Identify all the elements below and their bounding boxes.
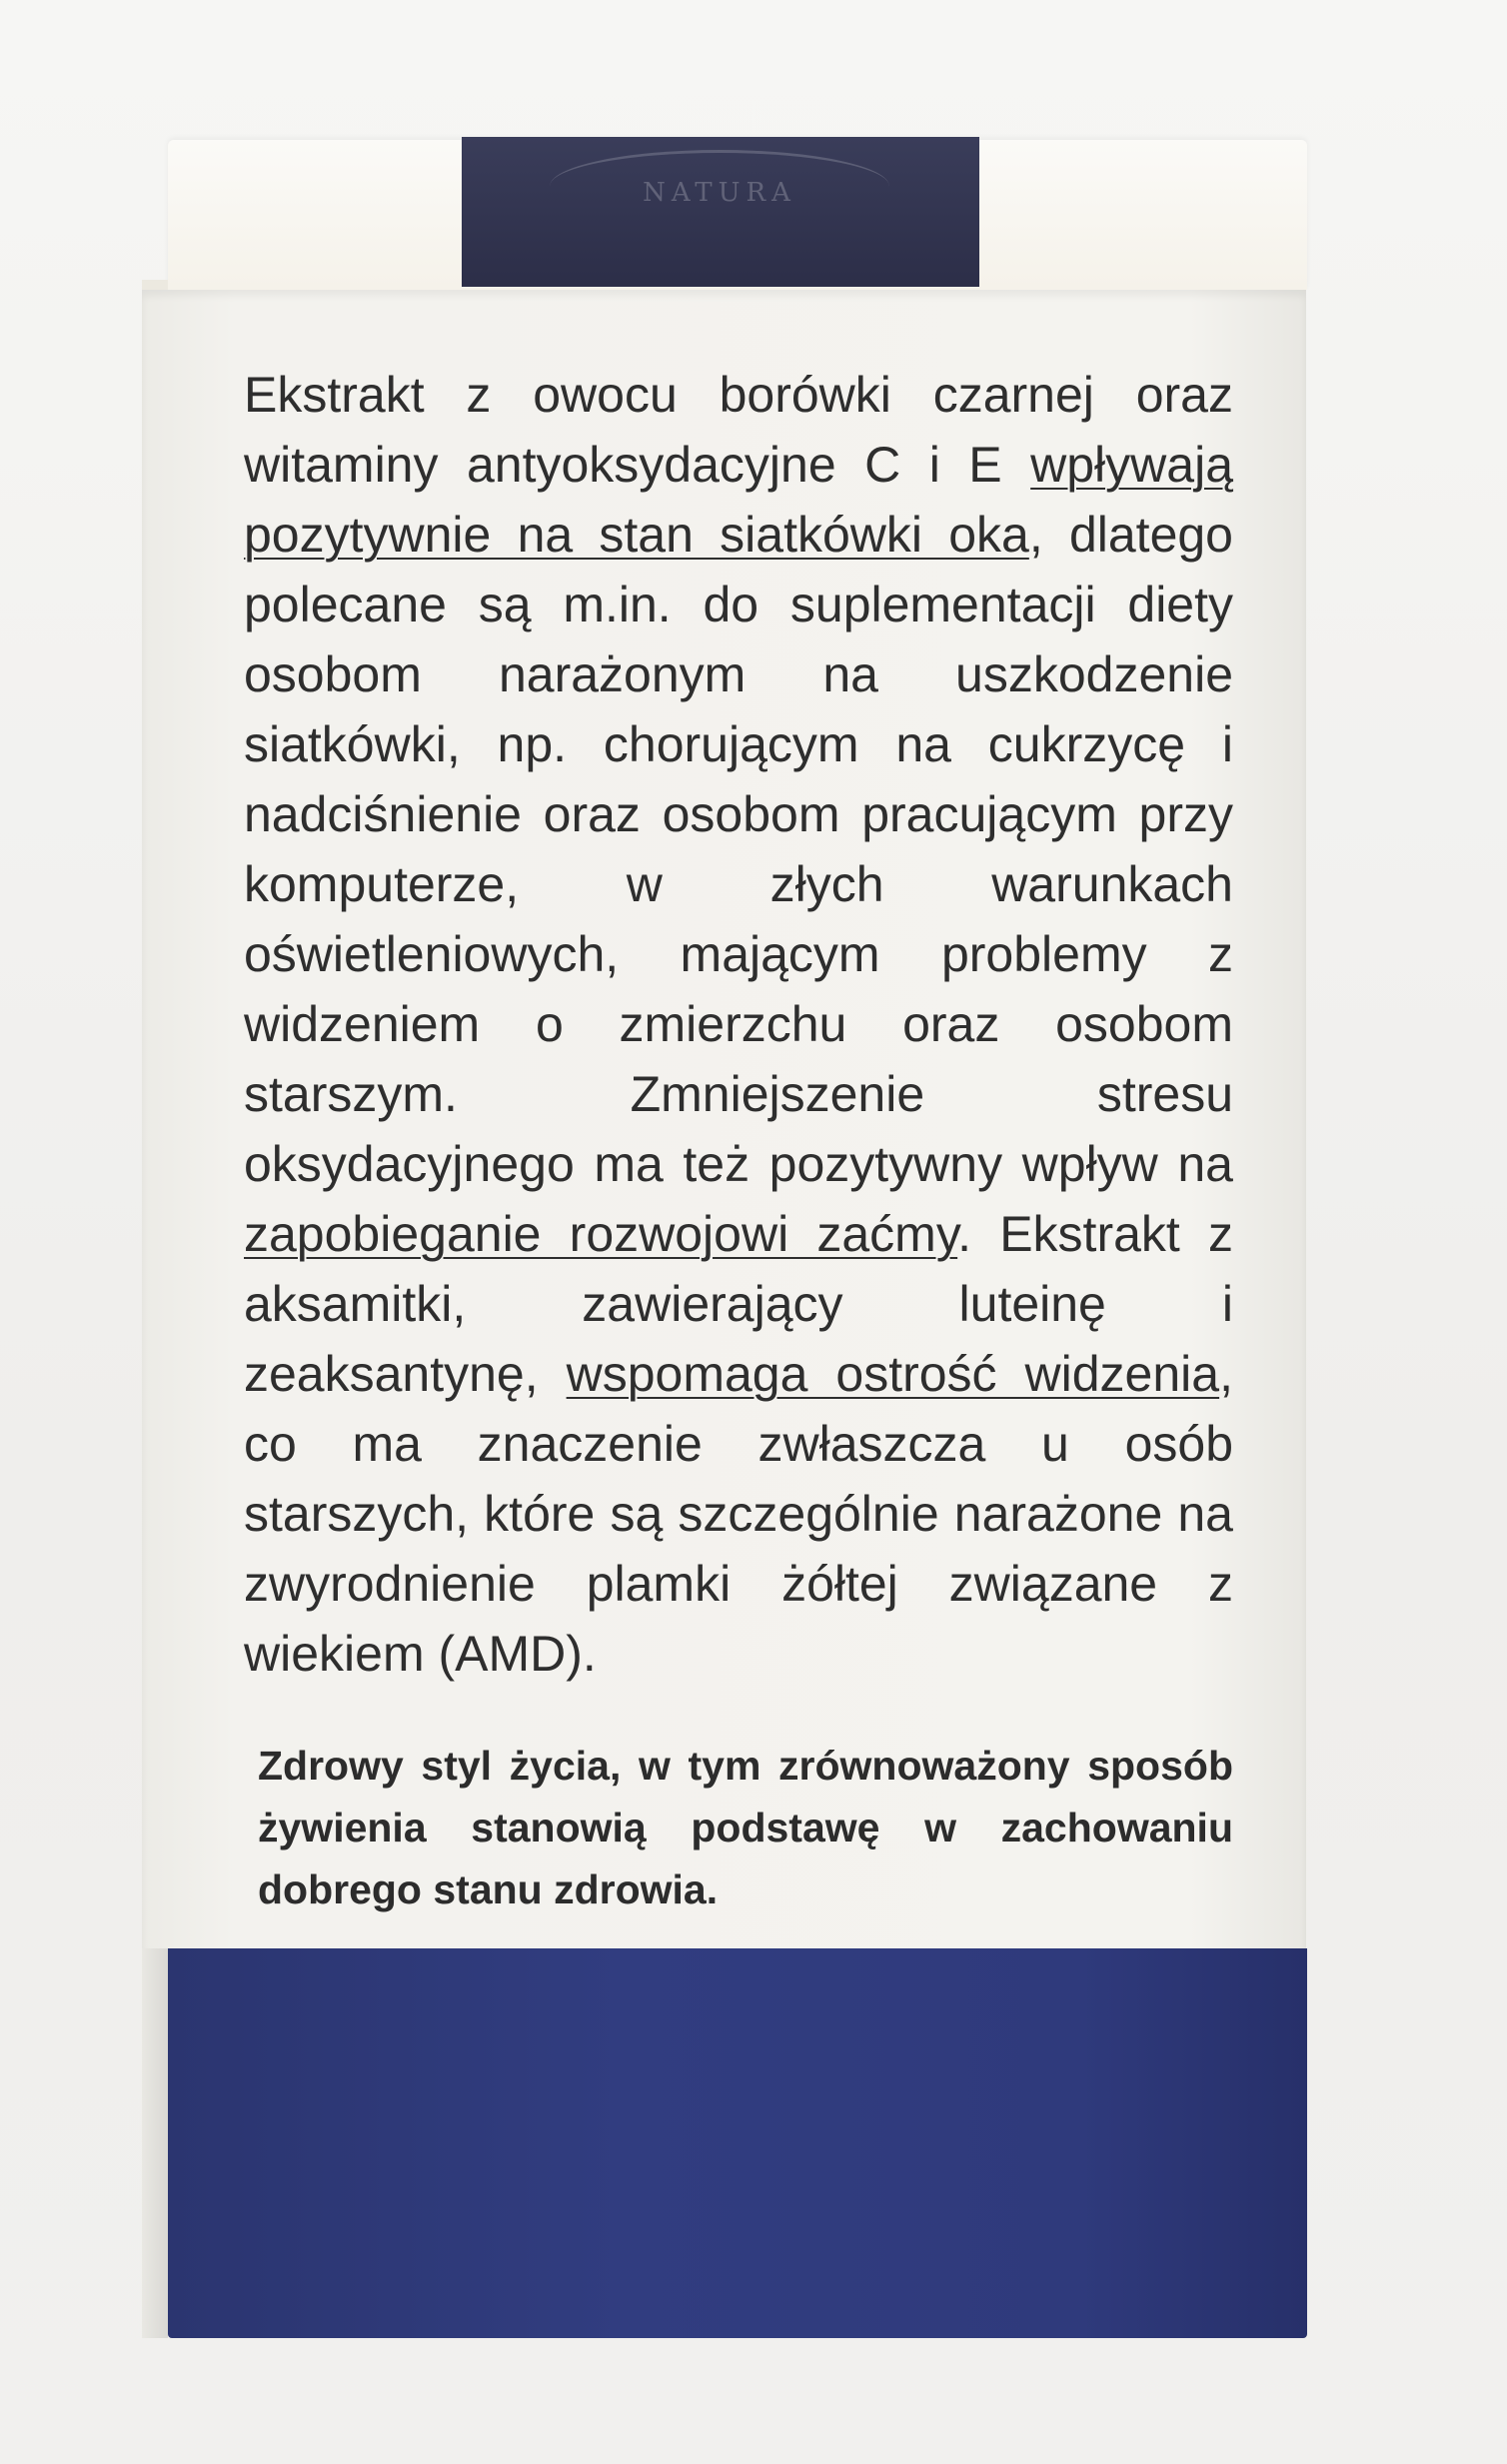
description-segment: . Ekstrakt z aksamitki, zawierający luteinę i zeaksantynę, (244, 1206, 1233, 1402)
description-paragraph (244, 360, 1233, 1689)
description-segment-underlined: zapobieganie rozwojowi zaćmy (244, 1206, 958, 1262)
description-segment: , dlatego polecane są m.in. do suplementacji diety osobom narażonym na uszkodzenie siatkówki, np. chorującym na cukrzycę i nadciśnienie oraz osobom pracującym przy komputerze, w złych warunkach oświetleniowych, mającym problemy z widzeniem o zmierzchu oraz osobom starszym. Zmniejszenie stresu oksydacyjnego ma też pozytywny wpływ na (244, 507, 1233, 1192)
description-text (244, 360, 1233, 1689)
description-segment-underlined: wpływają pozytywnie na stan siatkówki oka (244, 437, 1233, 563)
seal-logo-text: NATURA (643, 178, 796, 208)
health-note: Zdrowy styl życia, w tym zrównoważony sposób żywienia stanowią podstawę w zachowaniu dobrego stanu zdrowia. (258, 1743, 1233, 1912)
description-segment: , co ma znaczenie zwłaszcza u osób starszych, które są szczególnie narażone na zwyrodnienie plamki żółtej związane z wiekiem (AMD). (244, 1346, 1233, 1682)
description-segment: Ekstrakt z owocu borówki czarnej oraz witaminy antyoksydacyjne C i E (244, 367, 1233, 493)
description-segment-underlined: wspomaga ostrość widzenia (566, 1346, 1220, 1402)
box-bottom-band (168, 1948, 1307, 2338)
box-edge-bottom (142, 1948, 168, 2338)
